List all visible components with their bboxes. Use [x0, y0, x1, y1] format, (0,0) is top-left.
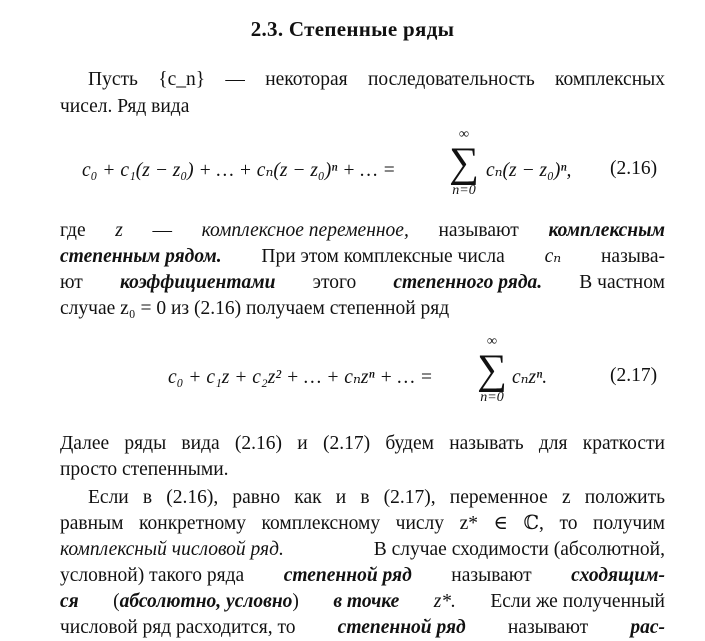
para3-line2: просто степенными. [60, 459, 229, 480]
para1-line1: Пусть {c_n} — некоторая последовательность комплексных [88, 69, 665, 90]
eq-2-17-lhs: c₀ + c₁z + c₂z² + … + cₙzⁿ + … = [168, 367, 433, 388]
para4-line5: ся (абсолютно, условно) в точке z*. Если же полученный [60, 591, 665, 612]
eq-2-16-rhs: cₙ(z − z₀)ⁿ, [486, 160, 572, 181]
para2-line1: где z — комплексное переменное, называют комплексным [60, 220, 665, 241]
eq-2-16-number: (2.16) [610, 158, 658, 179]
eq-2-17-rhs: cₙzⁿ. [512, 367, 548, 388]
sum-symbol: ∑ [477, 347, 507, 393]
sum-lower: n=0 [452, 183, 476, 198]
eq-2-17-number: (2.17) [610, 365, 658, 386]
sum-symbol: ∑ [449, 140, 479, 186]
sum-upper: ∞ [459, 127, 469, 142]
section-title: 2.3. Степенные ряды [250, 17, 455, 41]
para1-line2: чисел. Ряд вида [60, 96, 190, 117]
para4-line6: числовой ряд расходится, то степенной ряд называют рас- [60, 617, 665, 638]
eq-2-17-sum [472, 335, 512, 405]
para4-line3: комплексный числовой ряд. В случае сходимости (абсолютной, [60, 539, 665, 560]
para3-line1: Далее ряды вида (2.16) и (2.17) будем называть для краткости [60, 433, 665, 454]
para2-line2: степенным рядом. При этом комплексные числа cₙ называ- [60, 246, 665, 267]
para2-line3: ют коэффициентами этого степенного ряда. В частном [60, 272, 665, 293]
eq-2-16-sum [444, 128, 484, 198]
sum-upper: ∞ [487, 334, 497, 349]
para2-line4: случае z₀ = 0 из (2.16) получаем степенной ряд [60, 298, 450, 319]
para4-line1: Если в (2.16), равно как и в (2.17), переменное z положить [88, 487, 665, 508]
eq-2-16-lhs: c₀ + c₁(z − z₀) + … + cₙ(z − z₀)ⁿ + … = [82, 160, 396, 181]
para4-line4: условной) такого ряда степенной ряд называют сходящим- [60, 565, 665, 586]
para4-line2: равным конкретному комплексному числу z* ∈ ℂ, то получим [60, 513, 665, 534]
sum-lower: n=0 [480, 390, 504, 405]
